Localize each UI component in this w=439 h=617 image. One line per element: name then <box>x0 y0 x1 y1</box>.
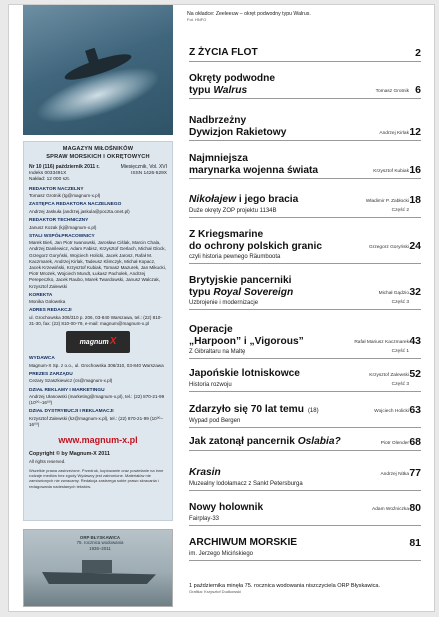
toc-title-text: Zdarzyło się 70 lat temu <box>189 404 304 415</box>
toc-title-text: „Harpoon” i „Vigorous” <box>189 335 304 347</box>
toc-author: Adam Woźniczka <box>372 507 409 512</box>
toc-title-text: Z ŻYCIA FLOT <box>189 47 258 58</box>
toc-divider <box>189 525 421 526</box>
rights: All rights reserved. <box>29 458 66 464</box>
toc-page-number: 63 <box>409 404 421 416</box>
toc-title-text: Okręty podwodne <box>189 73 276 84</box>
toc-title-text: Brytyjskie pancerniki <box>189 275 292 286</box>
publisher-section-text: Magnum-X Sp. z o.o., ul. Grochowska 306/310, 03-840 Warszawa <box>29 362 164 368</box>
masthead-section-text: ul. Grochowska 306/310 p. 206, 03-840 Warszawa, tel.: (22) 810-31-30, fax: (22) 810-00-79, e-mail: magnum@magnum-x.pl <box>29 314 162 327</box>
masthead-publisher <box>29 356 167 428</box>
bottom-caption-credit: Grafika: Krzysztof Dudkowski <box>189 589 242 594</box>
toc-divider <box>189 490 421 491</box>
masthead-title-line2: SPRAW MORSKICH I OKRĘTOWYCH <box>46 153 150 160</box>
toc-title-text: Dywizjon Rakietowy <box>189 126 287 138</box>
toc-title-text: i jego bracia <box>236 194 299 205</box>
toc-page-number: 16 <box>409 164 421 176</box>
left-column <box>23 5 173 611</box>
publisher-section-text: Andrzej Ułanowski (marketing@magnum-x.pl), tel.: (22) 870-21-99 (10⁰⁰–16⁰⁰) <box>29 394 165 406</box>
masthead-section-text: Tomasz Grotnik (tg@magnum-x.pl) <box>29 193 101 199</box>
masthead-section <box>29 202 167 215</box>
publisher-section-label: PREZES ZARZĄDU <box>29 371 73 377</box>
toc-title-italic: Nikołajew <box>189 194 236 205</box>
toc-entry[interactable] <box>189 153 421 176</box>
toc-entry-title <box>189 537 421 549</box>
toc-entry[interactable] <box>189 275 421 306</box>
masthead-section-label: ADRES REDAKCJI <box>29 308 72 314</box>
badge-line2: 75. rocznica wodowania <box>76 540 124 546</box>
toc-subtitle: czyli historia pewnego Räumboota <box>189 254 281 261</box>
toc-page-number: 81 <box>409 537 421 549</box>
ship-hull-shape <box>42 572 156 584</box>
masthead-section-text: Monika Gołowska <box>29 299 66 305</box>
toc-title-text: Najmniejsza <box>189 153 248 164</box>
toc-part: Część 2 <box>391 208 409 213</box>
bottom-caption-text: 1 października minęła 75. rocznica wodowania niszczyciela ORP Błyskawica. <box>189 583 381 589</box>
toc-entry[interactable] <box>189 436 421 448</box>
masthead-sections <box>29 187 167 327</box>
frequency: Miesięcznik, Vol. XVI <box>120 164 167 171</box>
toc-page-number: 77 <box>409 467 421 479</box>
masthead-section <box>29 293 167 306</box>
cover-caption-credit: Fot. HNFO <box>187 17 207 22</box>
toc-divider <box>189 427 421 428</box>
toc-subtitle: Z Gibraltaru na Maltę <box>189 349 246 356</box>
toc-page-number: 32 <box>409 286 421 298</box>
toc-author: Piotr Olender <box>380 441 409 446</box>
toc-author: Tomasz Grotnik <box>375 89 409 94</box>
toc-author: Wojciech Holicki <box>374 409 409 414</box>
toc-page-number: 24 <box>409 240 421 252</box>
bottom-caption <box>189 583 421 594</box>
toc-entry[interactable] <box>189 73 421 96</box>
toc-entry[interactable] <box>189 229 421 260</box>
masthead-section-text: Andrzej Jaskuła (andrzej.jaskula@poczta.onet.pl) <box>29 208 130 214</box>
publisher-section <box>29 388 167 407</box>
toc-title-italic: Krasin <box>189 467 221 478</box>
toc-author: Krzysztof Zalewski <box>369 373 409 378</box>
toc-page-number: 68 <box>409 436 421 448</box>
toc-divider <box>189 391 421 392</box>
toc-author: Andrzej Nitka <box>380 472 409 477</box>
toc-title-text: Z Kriegsmarine <box>189 229 264 240</box>
masthead-section-label: REDAKTOR NACZELNY <box>29 186 84 192</box>
publisher-section <box>29 409 167 428</box>
website-link[interactable]: www.magnum-x.pl <box>58 435 138 446</box>
toc-subtitle: Uzbrojenie i modernizacje <box>189 300 259 307</box>
toc-title-italic: Oslabia? <box>297 436 341 447</box>
toc-divider <box>189 560 421 561</box>
toc-title-text: Jak zatonął pancernik <box>189 436 298 447</box>
anniversary-badge <box>50 535 150 551</box>
publisher-section <box>29 356 167 369</box>
masthead-section <box>29 308 167 327</box>
masthead-section-label: KOREKTA <box>29 292 53 298</box>
masthead-section <box>29 234 167 290</box>
masthead-section-label: ZASTĘPCA REDAKTORA NACZELNEGO <box>29 202 122 208</box>
publisher-section-text: Krzysztof Zalewski (kz@magnum-x.pl), tel.: (22) 870-21-99 (10⁰⁰–16⁰⁰) <box>29 415 163 428</box>
masthead-section <box>29 218 167 231</box>
logo-mark: X <box>109 336 117 348</box>
toc-entry-title <box>189 47 421 59</box>
toc-entry[interactable] <box>189 115 421 138</box>
toc-divider <box>189 98 421 99</box>
cover-caption <box>187 11 427 22</box>
toc-page-number: 6 <box>415 84 421 96</box>
publisher-section-label: WYDAWCA <box>29 356 55 362</box>
toc-entry[interactable] <box>189 194 421 214</box>
toc-entry[interactable] <box>189 324 421 355</box>
toc-page-number: 43 <box>409 335 421 347</box>
toc-title-text: Japońskie lotniskowce <box>189 368 300 379</box>
toc-title-small: (18) <box>307 408 319 414</box>
toc-subtitle: Duże okręty ZOP projektu 1134B <box>189 207 277 214</box>
masthead-section-label: REDAKTOR TECHNICZNY <box>29 218 89 224</box>
toc-subtitle: Historia rozwoju <box>189 381 232 388</box>
toc-part: Część 3 <box>391 300 409 305</box>
masthead-box <box>23 141 173 521</box>
publisher-section-label: DZIAŁ DYSTRYBUCJI I REKLAMACJI <box>29 409 114 415</box>
copyright: Copyright © by Magnum-X 2011 <box>29 451 110 458</box>
toc-title-text: do ochrony polskich granic <box>189 240 323 252</box>
masthead-title <box>29 146 167 161</box>
toc-divider <box>189 61 421 62</box>
toc-page-number: 12 <box>409 126 421 138</box>
toc-page-number: 80 <box>409 502 421 514</box>
toc-entry[interactable] <box>189 537 421 557</box>
toc-divider <box>189 309 421 310</box>
toc-entry[interactable] <box>189 467 421 487</box>
masthead-section-text: Marek Bieś, Jan Piotr Iwanowski, Jarosław Ciślak, Marcin Chala, Andrzej Danilewicz, Adam Fabisz, Krzysztof Gerlach, Michał Glock, Grzegorz Goryński, Wojciech Holicki, Jacek Jarosz, Rafał M. Kaczmarek, Andrzej Kirlak, Tadeusz Klimczyk, Michał Kopacz, Jacek Krzewiński, Krzysztof Kubiak, Tomasz Mazurek, Jan Mikucki, Piotr Mrozek, Wojciech Mundt, Łukasz Pachołek, Andrzej Perepeczko, Jacek Raubo, Marek Twardowski, Janusz Walczak, Krzysztof Zalewski <box>29 240 167 289</box>
index-number: Indeks 0033491X <box>29 170 67 176</box>
toc-subtitle: Muzealny lodołamacz z Sankt Petersburga <box>189 480 303 487</box>
toc-author: Krzysztof Kubiak <box>373 169 409 174</box>
toc-author: Michał Gądzio <box>378 291 409 296</box>
toc-part: Część 1 <box>391 349 409 354</box>
toc-title-text: ARCHIWUM MORSKIE <box>189 537 298 548</box>
publisher-section-label: DZIAŁ REKLAMY I MARKETINGU <box>29 387 105 393</box>
magnum-x-logo <box>66 331 130 353</box>
masthead-section <box>29 187 167 200</box>
toc-part: Część 3 <box>391 382 409 387</box>
toc-entry[interactable] <box>189 404 421 424</box>
toc-author: Rafał Mariusz Kaczmarek <box>354 340 409 345</box>
toc-author: Andrzej Kirlak <box>379 131 409 136</box>
toc-entry[interactable] <box>189 47 421 59</box>
cover-caption-text: Na okładce: Zeeleeuw – okręt podwodny typu Walrus. <box>187 11 311 17</box>
toc-page-number: 18 <box>409 194 421 206</box>
toc-divider <box>189 178 421 179</box>
toc-entry[interactable] <box>189 502 421 522</box>
masthead-section-text: Janusz Kozak (kj@magnum-x.pl) <box>29 224 97 230</box>
blyskawica-photo <box>23 529 173 607</box>
toc-title-text: typu <box>189 84 214 96</box>
toc-title-text: typu <box>189 286 214 298</box>
magazine-contents-page <box>8 4 435 612</box>
masthead-print-row <box>29 177 167 183</box>
toc-author: Grzegorz Goryński <box>369 245 409 250</box>
toc-divider <box>189 450 421 451</box>
toc-title-italic: Walrus <box>213 84 248 96</box>
badge-line3: 1936–2011 <box>89 545 111 551</box>
toc-title-text: marynarka wojenna świata <box>189 164 319 176</box>
publisher-section-text: Cezary Szaszkiewicz (cs@magnum-x.pl) <box>29 378 113 384</box>
ship-superstructure-shape <box>82 560 112 573</box>
publisher-section <box>29 372 167 385</box>
toc-entry[interactable] <box>189 368 421 388</box>
toc-title-text: Nowy holownik <box>189 502 264 513</box>
masthead-issue-row <box>29 164 167 171</box>
toc-divider <box>189 263 421 264</box>
toc-divider <box>189 140 421 141</box>
masthead-title-line1: MAGAZYN MIŁOŚNIKÓW <box>62 146 134 152</box>
toc-subtitle: im. Jerzego Micińskiego <box>189 550 254 557</box>
cover-submarine-photo <box>23 5 173 135</box>
toc-subtitle: Fairplay-33 <box>189 515 220 522</box>
toc-author: Władimir P. Zabłocki <box>365 199 409 204</box>
toc-page-number: 2 <box>415 47 421 59</box>
toc-divider <box>189 358 421 359</box>
toc-divider <box>189 217 421 218</box>
toc-title-text: Operacje <box>189 324 233 335</box>
legal-notice: Wszelkie prawa zastrzeżone. Przedruk, kopiowanie oraz powielanie na inne rodzaje mediów bez zgody Wydawcy jest zabronione. Materiałów nie zamówionych nie zwracamy. Redakcja zastrzega sobie prawo skracania i redagowania nadesłanych tekstów. <box>29 467 164 489</box>
toc-title-italic: Royal Sovereign <box>213 286 294 298</box>
logo-text: magnum <box>79 338 109 346</box>
toc-title-text: Nadbrzeżny <box>189 115 247 126</box>
masthead-section-label: STALI WSPÓŁPRACOWNICY <box>29 233 95 239</box>
issue-number: Nr 10 (116) październik 2011 r. <box>29 164 100 171</box>
submarine-sail-shape <box>85 48 99 64</box>
issn-number: ISSN 1426-529X <box>130 170 167 176</box>
toc-page-number: 52 <box>409 368 421 380</box>
badge-line1: ORP BŁYSKAWICA <box>79 535 121 540</box>
print-run: Nakład: 12 000 szt. <box>29 177 71 183</box>
toc-subtitle: Wypad pod Bergen <box>189 417 241 424</box>
